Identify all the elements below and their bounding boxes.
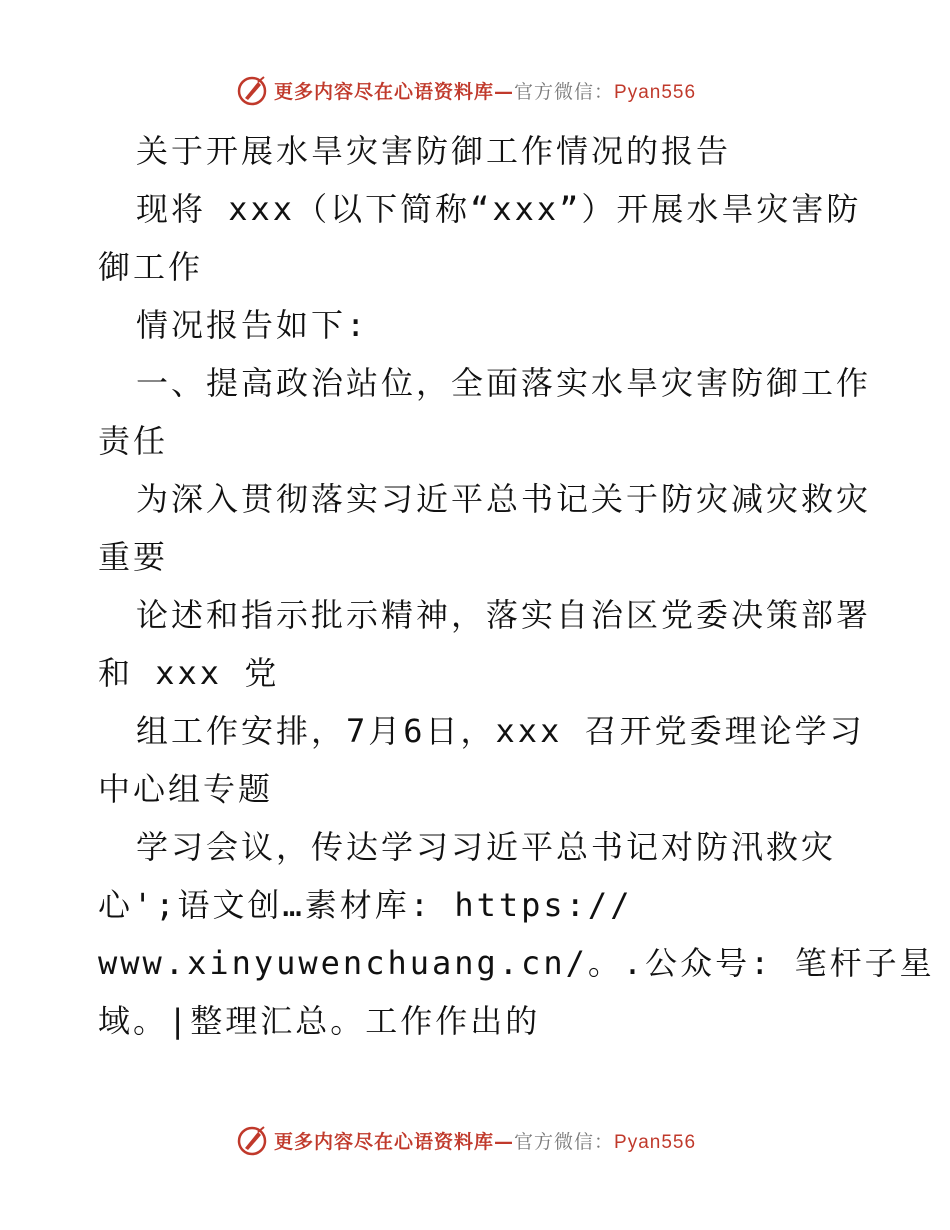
text-line: 重要 [98,538,169,576]
header-watermark-text: 更多内容尽在心语资料库—官方微信：Pyan556 [274,80,697,103]
header-watermark [236,72,756,108]
text-line: 责任 [98,422,169,460]
quill-logo-icon [236,1124,268,1156]
text-line: 为深入贯彻落实习近平总书记关于防灾减灾救灾 [136,480,872,518]
text-line: 一、提高政治站位，全面落实水旱灾害防御工作 [136,364,872,402]
quill-logo-icon [236,74,268,106]
text-line: 和 xxx 党 [98,654,280,692]
text-line: 组工作安排，7月6日，xxx 召开党委理论学习 [136,712,865,750]
text-line: 域。|整理汇总。工作作出的 [98,1002,541,1040]
document-body [98,122,935,1050]
text-line: 御工作 [98,248,204,286]
text-line: 心';语文创…素材库: https:// [98,886,633,924]
text-line: 中心组专题 [98,770,274,808]
footer-watermark-text: 更多内容尽在心语资料库—官方微信：Pyan556 [274,1130,697,1153]
text-line: 论述和指示批示精神，落实自治区党委决策部署 [136,596,872,634]
text-line: 关于开展水旱灾害防御工作情况的报告 [136,132,732,170]
text-line: 现将 xxx（以下简称“xxx”）开展水旱灾害防 [136,190,862,228]
text-line: 情况报告如下: [136,306,369,344]
footer-watermark [236,1122,756,1158]
text-line: www.xinyuwenchuang.cn/。.公众号: 笔杆子星 [98,944,935,982]
text-line: 学习会议，传达学习习近平总书记对防汛救灾 [136,828,837,866]
